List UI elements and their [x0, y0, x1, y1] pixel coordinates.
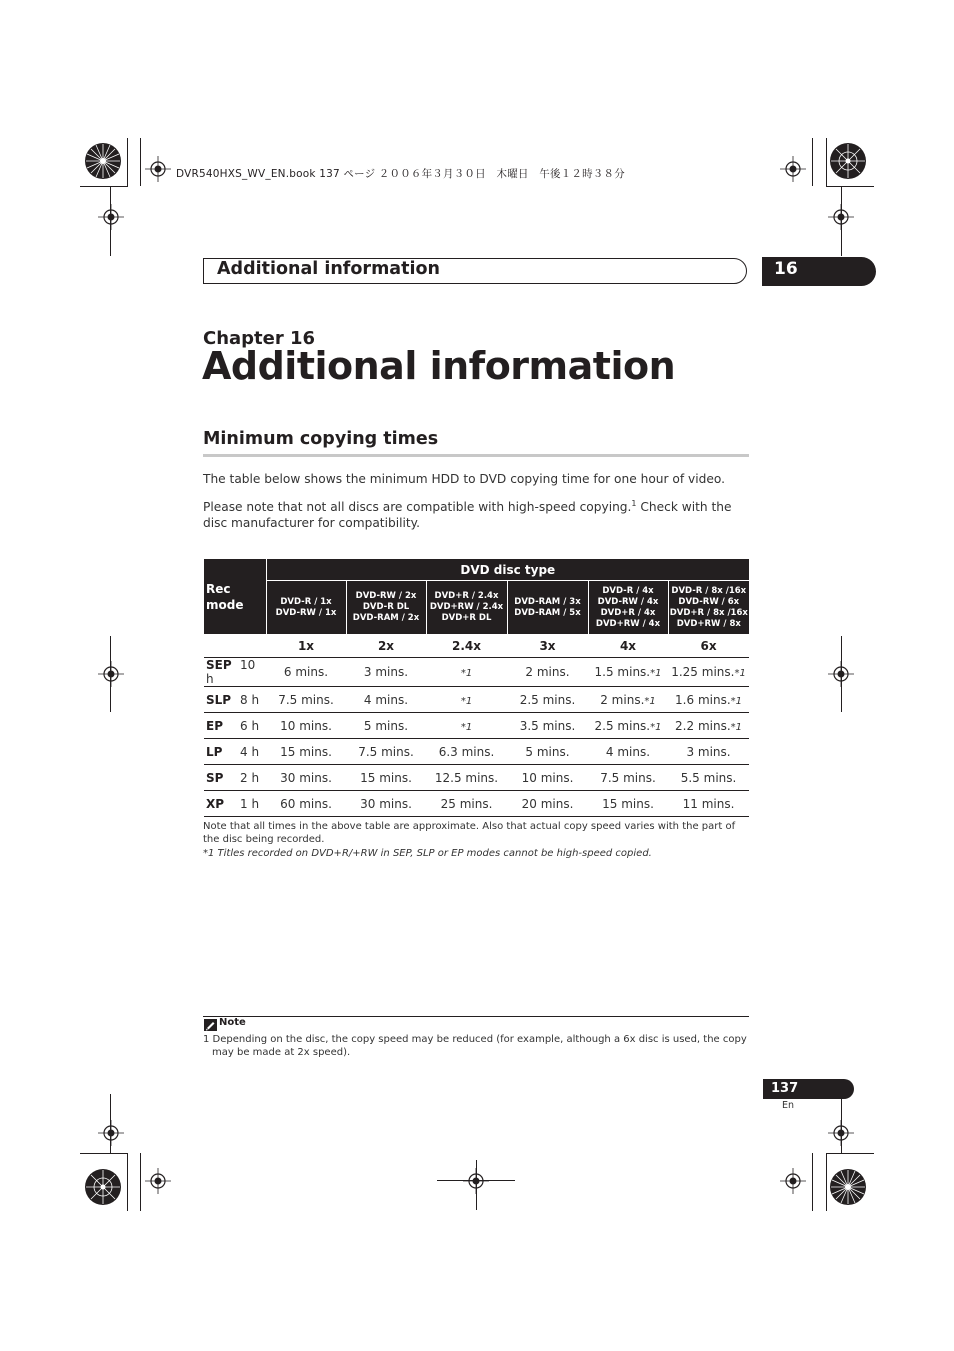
crosshair-mark-icon — [780, 156, 806, 182]
disc-type-line: DVD-R / 1x — [280, 596, 332, 607]
crop-line — [110, 1094, 111, 1154]
copy-time-cell: 2.5 mins. — [507, 687, 588, 713]
footnote-star: *1 Titles recorded on DVD+R/+RW in SEP, SLP or EP modes cannot be high-speed copied. — [203, 848, 652, 859]
disc-type-line: DVD-RAM / 3x — [514, 596, 581, 607]
copy-time-cell: 1.25 mins.*1 — [668, 658, 749, 687]
section-divider — [203, 454, 749, 457]
rec-mode: SEP — [206, 658, 232, 672]
disc-type-line: DVD+R / 8x /16x — [669, 607, 748, 618]
copy-time-cell: 3 mins. — [668, 739, 749, 765]
registration-rosette-icon — [829, 1168, 867, 1206]
speed-header: 3x — [507, 634, 588, 658]
table-row — [204, 713, 749, 739]
copying-times-table — [204, 559, 749, 817]
copy-time-cell: 5 mins. — [346, 713, 426, 739]
rec-mode: SLP — [206, 692, 232, 707]
copy-time-cell: 2.5 mins.*1 — [588, 713, 668, 739]
page-title: Additional information — [202, 344, 676, 388]
copy-time-cell: 25 mins. — [426, 791, 507, 817]
disc-type-cell — [266, 581, 346, 635]
crosshair-mark-icon — [98, 661, 124, 687]
copy-time-cell: 11 mins. — [668, 791, 749, 817]
copy-time-cell: 6.3 mins. — [426, 739, 507, 765]
rec-mode-cell — [204, 658, 266, 687]
table-row — [204, 765, 749, 791]
rec-hours: 1 h — [240, 796, 260, 811]
disc-type-line: DVD-R DL — [362, 602, 410, 612]
registration-rosette-icon — [84, 1168, 122, 1206]
speed-header: 4x — [588, 634, 668, 658]
disc-type-line: DVD+RW / 8x — [676, 618, 741, 629]
copy-time-cell: 3 mins. — [346, 658, 426, 687]
rec-mode-header: Rec mode — [204, 559, 266, 634]
table-row — [204, 687, 749, 713]
copy-time-cell: 20 mins. — [507, 791, 588, 817]
crop-line — [826, 1153, 827, 1211]
copy-time-cell: 12.5 mins. — [426, 765, 507, 791]
speed-header: 2x — [346, 634, 426, 658]
copy-time-cell: 4 mins. — [588, 739, 668, 765]
disc-type-line: DVD-RW / 2x — [355, 591, 417, 601]
disc-type-cell — [346, 581, 426, 635]
running-header-title: Additional information — [217, 259, 440, 279]
copy-time-cell: *1 — [426, 658, 507, 687]
crosshair-mark-icon — [780, 1168, 806, 1194]
crop-line — [80, 186, 128, 187]
compatibility-text-cont: Check with the disc manufacturer for compatibility. — [203, 500, 732, 531]
crop-line — [80, 1153, 128, 1154]
copy-time-cell: 1.5 mins.*1 — [588, 658, 668, 687]
copy-time-cell: *1 — [426, 687, 507, 713]
registration-rosette-icon — [829, 142, 867, 180]
print-file-header: DVR540HXS_WV_EN.book 137 ページ ２００６年３月３０日 木曜日 午後１２時３８分 — [176, 168, 625, 180]
crop-line — [826, 138, 827, 186]
chapter-number: 16 — [774, 259, 798, 279]
disc-type-line: DVD+R / 4x — [600, 607, 656, 618]
disc-type-line: DVD+R / 2.4x — [434, 591, 499, 601]
disc-type-cell — [588, 581, 668, 635]
copy-time-cell: 15 mins. — [346, 765, 426, 791]
table-row — [204, 739, 749, 765]
speed-header: 6x — [668, 634, 749, 658]
crop-line — [812, 138, 813, 186]
disc-type-line: DVD-R / 8x /16x — [671, 585, 747, 596]
rec-hours: 10 h — [206, 658, 256, 686]
copy-time-cell: 15 mins. — [266, 739, 346, 765]
copy-time-cell: 3.5 mins. — [507, 713, 588, 739]
disc-type-line: DVD-RW / 6x — [678, 596, 740, 607]
disc-type-header: DVD disc type — [266, 559, 749, 581]
crosshair-mark-icon — [98, 204, 124, 230]
page-number: 137 — [771, 1081, 799, 1096]
disc-type-line: DVD+RW / 2.4x — [429, 602, 504, 612]
table-note: Note that all times in the above table are approximate. Also that actual copy speed varies with the part of the disc being recorded. — [203, 821, 736, 845]
copy-time-cell: 5.5 mins. — [668, 765, 749, 791]
crop-line — [127, 138, 128, 186]
intro-paragraph: The table below shows the minimum HDD to DVD copying time for one hour of video. — [203, 472, 725, 486]
note-divider — [203, 1016, 749, 1017]
rec-mode-cell — [204, 687, 266, 713]
disc-type-line: DVD+RW / 4x — [595, 618, 661, 629]
rec-mode: XP — [206, 796, 225, 811]
copy-time-cell: 10 mins. — [507, 765, 588, 791]
chapter-label: Chapter 16 — [203, 328, 316, 349]
disc-type-line: DVD+R DL — [441, 613, 492, 623]
crop-line — [127, 1153, 128, 1211]
crop-line — [110, 636, 111, 712]
note-icon — [204, 1019, 217, 1031]
crop-line — [841, 1094, 842, 1154]
disc-type-cell — [426, 581, 507, 635]
crop-line — [140, 138, 141, 186]
rec-hours: 2 h — [240, 770, 260, 785]
compatibility-text: Please note that not all discs are compatible with high-speed copying. — [203, 500, 632, 515]
copy-time-cell: 60 mins. — [266, 791, 346, 817]
rec-mode-cell — [204, 713, 266, 739]
disc-type-line: DVD-R / 4x — [602, 585, 654, 596]
crop-line — [841, 186, 842, 256]
crop-line — [826, 1153, 874, 1154]
rec-hours: 8 h — [240, 692, 260, 707]
copy-time-cell: 2.2 mins.*1 — [668, 713, 749, 739]
page-number-tab — [763, 1079, 854, 1099]
rec-mode-cell — [204, 765, 266, 791]
compatibility-paragraph — [203, 496, 749, 531]
copy-time-cell: 1.6 mins.*1 — [668, 687, 749, 713]
disc-type-line: DVD-RW / 4x — [597, 596, 659, 607]
crop-line — [476, 1160, 477, 1210]
copy-time-cell: 30 mins. — [346, 791, 426, 817]
speed-header: 1x — [266, 634, 346, 658]
crop-line — [110, 186, 111, 256]
disc-type-line: DVD-RAM / 5x — [514, 607, 581, 618]
copy-time-cell: 7.5 mins. — [266, 687, 346, 713]
disc-type-cell — [668, 581, 749, 635]
disc-type-line: DVD-RAM / 2x — [352, 613, 420, 623]
rec-mode-cell — [204, 739, 266, 765]
language-label: En — [782, 1100, 795, 1111]
copy-time-cell: 7.5 mins. — [346, 739, 426, 765]
copy-time-cell: 2 mins. — [507, 658, 588, 687]
crop-line — [841, 636, 842, 712]
copy-time-cell: 30 mins. — [266, 765, 346, 791]
speed-corner — [204, 634, 266, 658]
disc-type-cell — [507, 581, 588, 635]
rec-hours: 6 h — [240, 718, 260, 733]
registration-rosette-icon — [84, 142, 122, 180]
rec-hours: 4 h — [240, 744, 260, 759]
copy-time-cell: 15 mins. — [588, 791, 668, 817]
crop-line — [812, 1153, 813, 1211]
crosshair-mark-icon — [98, 1120, 124, 1146]
table-row — [204, 658, 749, 687]
rec-mode: LP — [206, 744, 223, 759]
note-text: 1 Depending on the disc, the copy speed may be reduced (for example, although a 6x disc is used, the copy may be made at 2x speed). — [203, 1034, 747, 1058]
copy-time-cell: 6 mins. — [266, 658, 346, 687]
section-title: Minimum copying times — [203, 429, 439, 449]
speed-header: 2.4x — [426, 634, 507, 658]
crop-line — [826, 186, 874, 187]
note-label: Note — [219, 1017, 246, 1028]
crosshair-mark-icon — [145, 156, 171, 182]
crosshair-mark-icon — [145, 1168, 171, 1194]
crop-line — [140, 1153, 141, 1211]
chapter-number-tab — [762, 257, 876, 286]
copy-time-cell: 10 mins. — [266, 713, 346, 739]
footnote-ref: 1 — [631, 499, 637, 508]
rec-mode: SP — [206, 770, 224, 785]
copy-time-cell: *1 — [426, 713, 507, 739]
copy-time-cell: 7.5 mins. — [588, 765, 668, 791]
copy-time-cell: 5 mins. — [507, 739, 588, 765]
rec-mode-cell — [204, 791, 266, 817]
table-row — [204, 791, 749, 817]
copy-time-cell: 2 mins.*1 — [588, 687, 668, 713]
rec-mode: EP — [206, 718, 223, 733]
disc-type-line: DVD-RW / 1x — [275, 607, 337, 618]
copy-time-cell: 4 mins. — [346, 687, 426, 713]
